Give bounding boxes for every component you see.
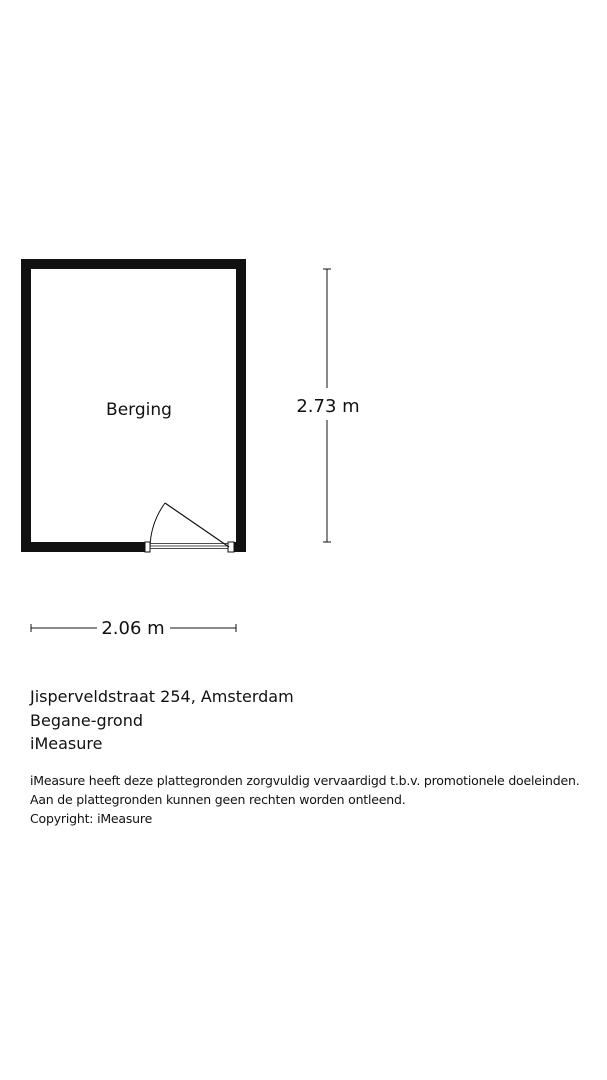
wall-bottom-left (21, 542, 145, 552)
door-leaf (165, 503, 229, 547)
wall-bottom-right (234, 542, 246, 552)
door-frame-left (145, 542, 150, 552)
disclaimer-line: iMeasure heeft deze plattegronden zorgvuldig vervaardigd t.b.v. promotionele doeleinden. (30, 773, 580, 788)
disclaimer-line: Aan de plattegronden kunnen geen rechten worden ontleend. (30, 792, 406, 807)
wall-top (21, 259, 246, 269)
property-info (30, 685, 595, 756)
copyright: Copyright: iMeasure (30, 811, 153, 826)
height-dimension (296, 269, 359, 542)
disclaimer (30, 771, 600, 828)
door-swing-arc (150, 503, 165, 547)
wall-right (236, 259, 246, 552)
width-dimension (31, 618, 236, 639)
address: Jisperveldstraat 254, Amsterdam (30, 687, 294, 706)
wall-left (21, 259, 31, 552)
width-dimension-label: 2.06 m (101, 618, 165, 639)
height-dimension-label: 2.73 m (296, 396, 360, 417)
room-label: Berging (106, 400, 172, 420)
floor-name: Begane-grond (30, 710, 144, 730)
company-name: iMeasure (30, 734, 103, 753)
door (145, 503, 234, 552)
